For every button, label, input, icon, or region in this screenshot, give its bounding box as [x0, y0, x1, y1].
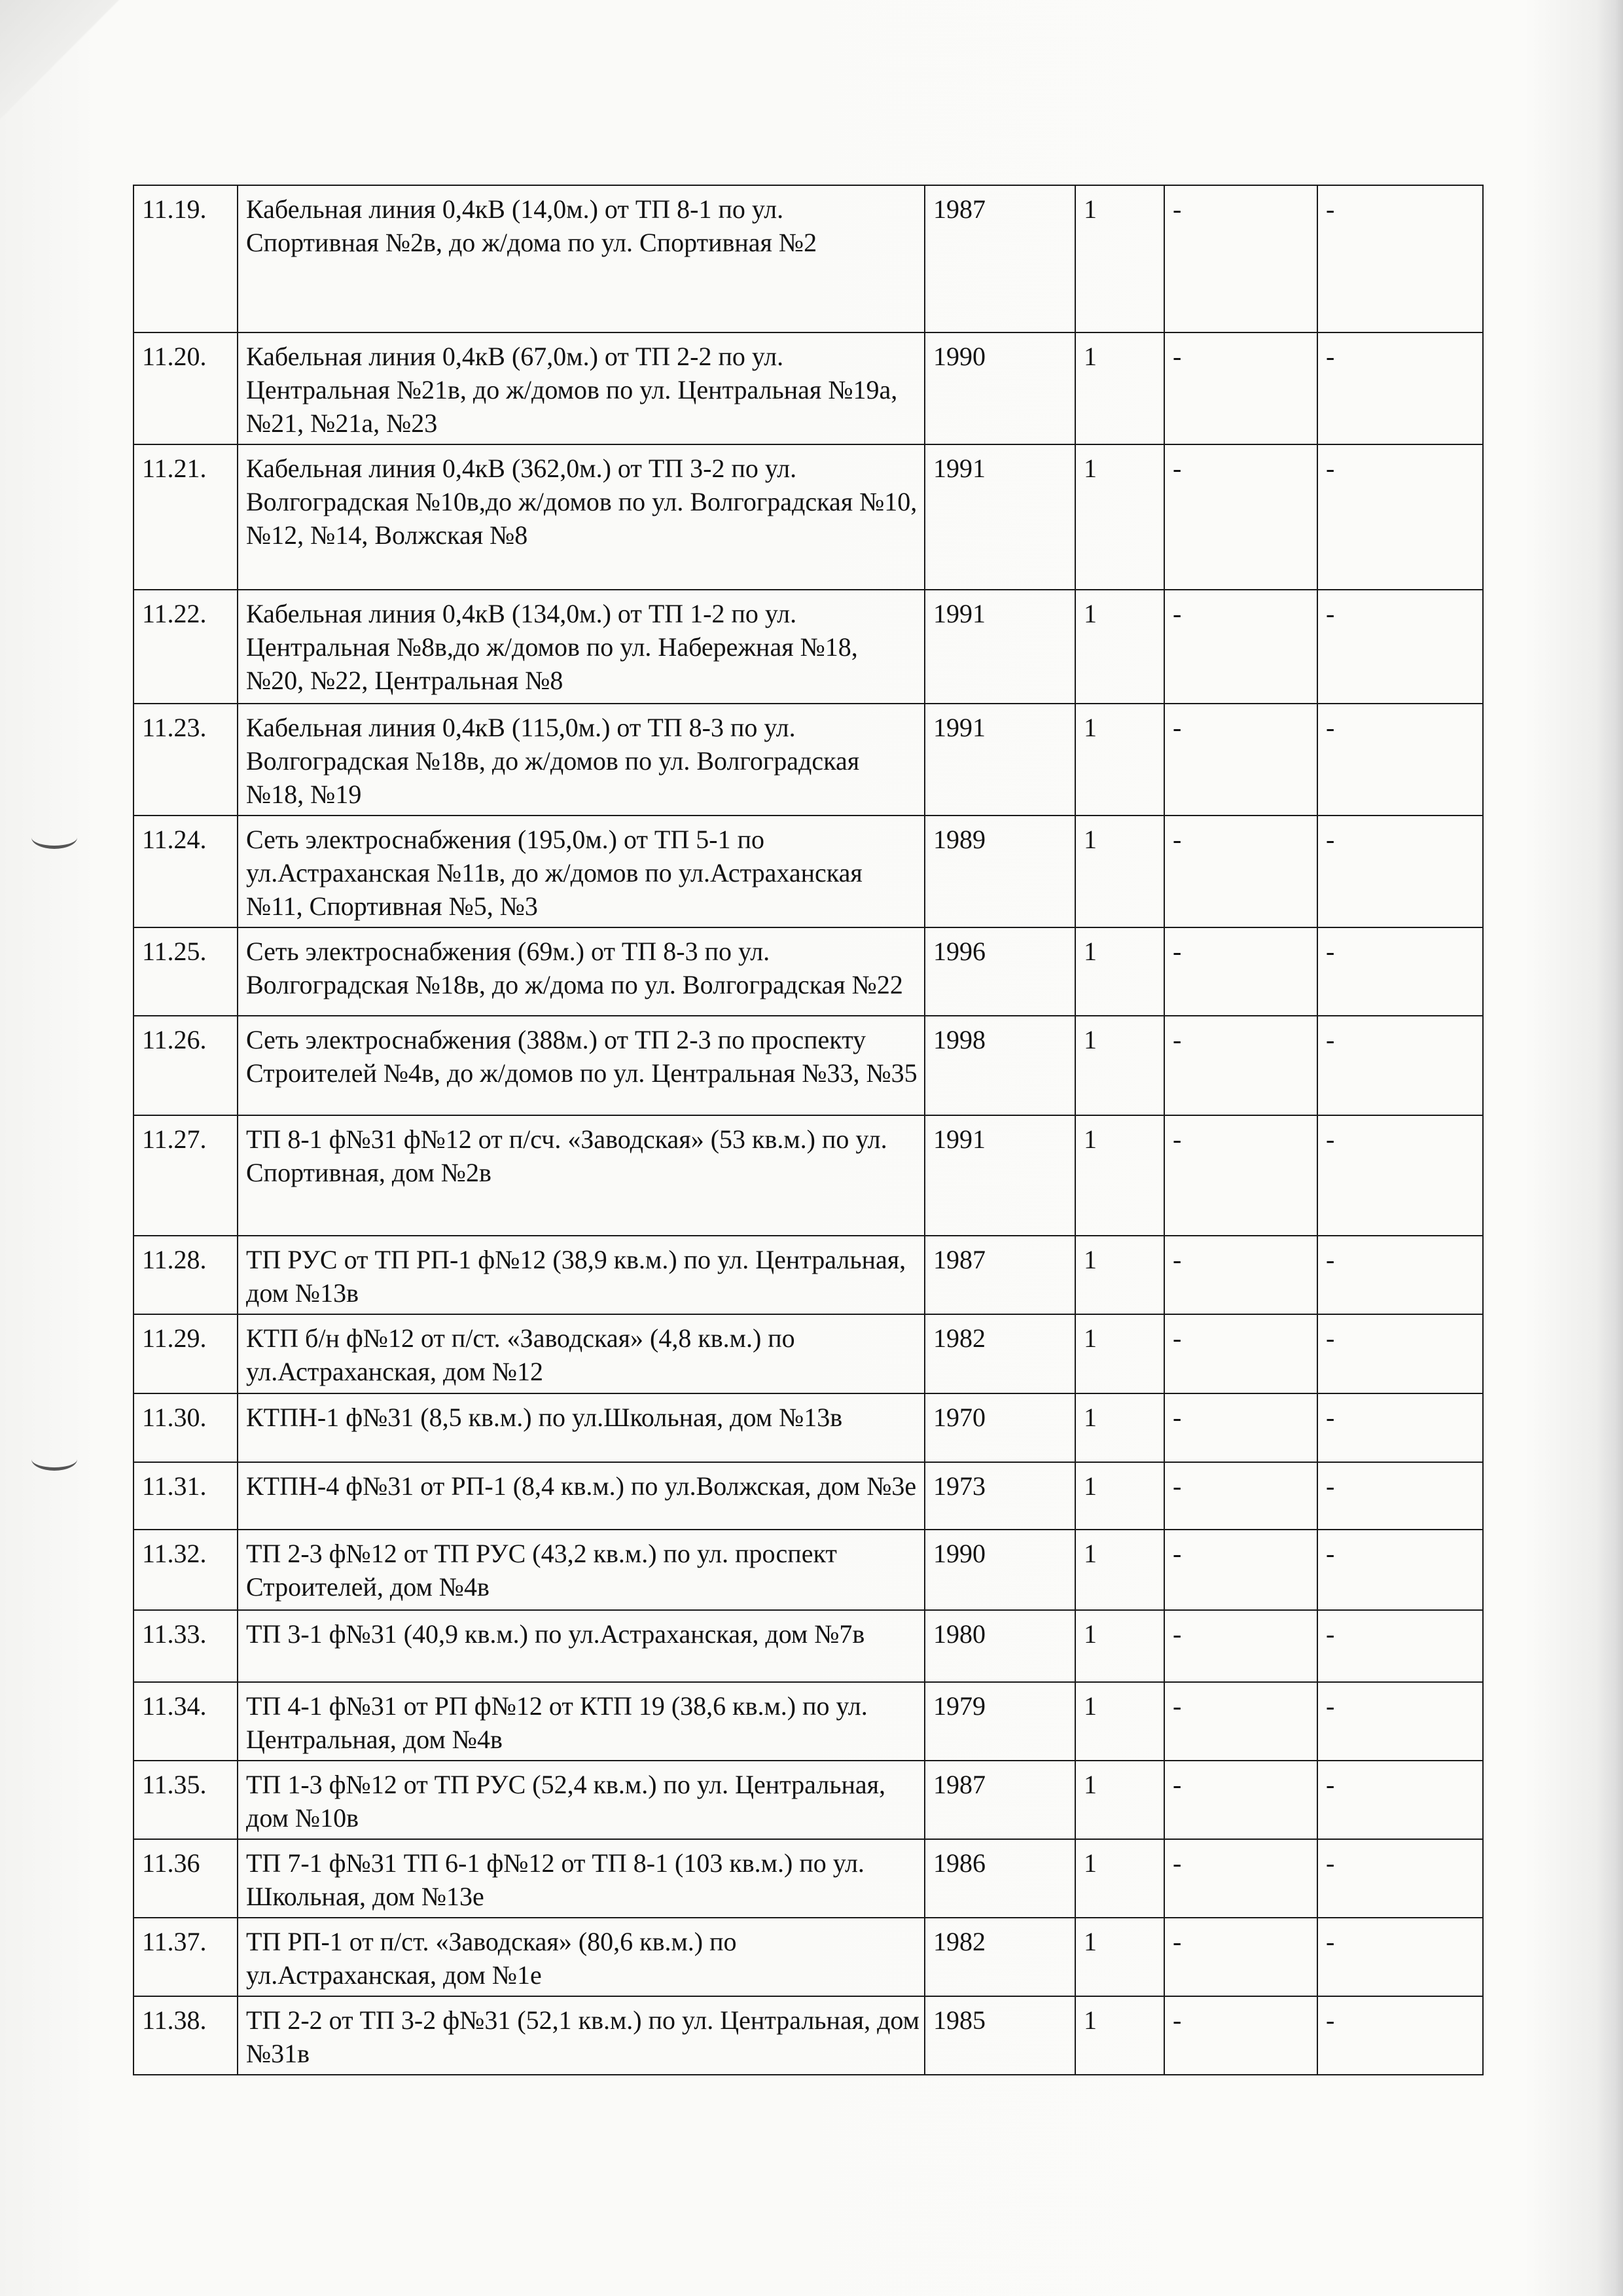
row-number: 11.27.: [134, 1115, 238, 1236]
object-name: КТП б/н ф№12 от п/ст. «Заводская» (4,8 кв.м.) по ул.Астраханская, дом №12: [238, 1314, 925, 1393]
value-cell: -: [1317, 444, 1483, 590]
object-name: ТП 7-1 ф№31 ТП 6-1 ф№12 от ТП 8-1 (103 кв.м.) по ул. Школьная, дом №13е: [238, 1839, 925, 1918]
value-cell: -: [1317, 1016, 1483, 1115]
commission-year: 1989: [925, 816, 1075, 927]
row-number: 11.23.: [134, 704, 238, 816]
value-cell: -: [1317, 1682, 1483, 1761]
commission-year: 1986: [925, 1839, 1075, 1918]
value-cell: -: [1317, 1761, 1483, 1839]
object-name: Кабельная линия 0,4кВ (67,0м.) от ТП 2-2 по ул. Центральная №21в, до ж/домов по ул. Центральная №19а, №21, №21а, №23: [238, 332, 925, 444]
quantity: 1: [1075, 1996, 1164, 2075]
row-number: 11.24.: [134, 816, 238, 927]
registry-table-body: [134, 185, 1483, 2075]
quantity: 1: [1075, 1016, 1164, 1115]
row-number: 11.22.: [134, 590, 238, 704]
object-name: Сеть электроснабжения (195,0м.) от ТП 5-1 по ул.Астраханская №11в, до ж/домов по ул.Астраханская №11, Спортивная №5, №3: [238, 816, 925, 927]
value-cell: -: [1164, 1996, 1317, 2075]
value-cell: -: [1317, 816, 1483, 927]
row-number: 11.37.: [134, 1918, 238, 1996]
row-number: 11.29.: [134, 1314, 238, 1393]
quantity: 1: [1075, 1610, 1164, 1682]
table-row: [134, 444, 1483, 590]
value-cell: -: [1164, 1115, 1317, 1236]
row-number: 11.25.: [134, 927, 238, 1016]
object-name: ТП РП-1 от п/ст. «Заводская» (80,6 кв.м.) по ул.Астраханская, дом №1е: [238, 1918, 925, 1996]
value-cell: -: [1317, 1996, 1483, 2075]
object-name: ТП 8-1 ф№31 ф№12 от п/сч. «Заводская» (53 кв.м.) по ул. Спортивная, дом №2в: [238, 1115, 925, 1236]
quantity: 1: [1075, 1761, 1164, 1839]
punch-hole-mark: [31, 826, 77, 849]
quantity: 1: [1075, 704, 1164, 816]
table-row: [134, 816, 1483, 927]
table-row: [134, 1839, 1483, 1918]
object-name: Сеть электроснабжения (69м.) от ТП 8-3 по ул. Волгоградская №18в, до ж/дома по ул. Волгоградская №22: [238, 927, 925, 1016]
value-cell: -: [1317, 590, 1483, 704]
table-row: [134, 1682, 1483, 1761]
commission-year: 1987: [925, 1761, 1075, 1839]
value-cell: -: [1164, 1236, 1317, 1314]
row-number: 11.19.: [134, 185, 238, 332]
table-row: [134, 704, 1483, 816]
object-name: Кабельная линия 0,4кВ (362,0м.) от ТП 3-2 по ул. Волгоградская №10в,до ж/домов по ул. Волгоградская №10, №12, №14, Волжская №8: [238, 444, 925, 590]
quantity: 1: [1075, 1115, 1164, 1236]
value-cell: -: [1164, 1610, 1317, 1682]
value-cell: -: [1164, 704, 1317, 816]
commission-year: 1985: [925, 1996, 1075, 2075]
value-cell: -: [1317, 927, 1483, 1016]
quantity: 1: [1075, 1839, 1164, 1918]
value-cell: -: [1317, 1236, 1483, 1314]
row-number: 11.30.: [134, 1393, 238, 1462]
table-row: [134, 590, 1483, 704]
table-row: [134, 1610, 1483, 1682]
object-name: КТПН-1 ф№31 (8,5 кв.м.) по ул.Школьная, дом №13в: [238, 1393, 925, 1462]
table-row: [134, 1393, 1483, 1462]
value-cell: -: [1164, 1839, 1317, 1918]
table-row: [134, 1236, 1483, 1314]
value-cell: -: [1164, 185, 1317, 332]
value-cell: -: [1317, 1462, 1483, 1530]
row-number: 11.26.: [134, 1016, 238, 1115]
object-name: Кабельная линия 0,4кВ (14,0м.) от ТП 8-1 по ул. Спортивная №2в, до ж/дома по ул. Спортивная №2: [238, 185, 925, 332]
value-cell: -: [1164, 1918, 1317, 1996]
value-cell: -: [1317, 1314, 1483, 1393]
commission-year: 1987: [925, 185, 1075, 332]
commission-year: 1982: [925, 1918, 1075, 1996]
table-row: [134, 1314, 1483, 1393]
value-cell: -: [1317, 185, 1483, 332]
table-row: [134, 1115, 1483, 1236]
quantity: 1: [1075, 1314, 1164, 1393]
value-cell: -: [1164, 1530, 1317, 1610]
property-registry-table: [133, 185, 1484, 2075]
quantity: 1: [1075, 816, 1164, 927]
quantity: 1: [1075, 927, 1164, 1016]
commission-year: 1982: [925, 1314, 1075, 1393]
commission-year: 1991: [925, 1115, 1075, 1236]
value-cell: -: [1164, 444, 1317, 590]
table-row: [134, 1918, 1483, 1996]
row-number: 11.28.: [134, 1236, 238, 1314]
value-cell: -: [1164, 332, 1317, 444]
value-cell: -: [1164, 927, 1317, 1016]
commission-year: 1973: [925, 1462, 1075, 1530]
object-name: ТП 2-2 от ТП 3-2 ф№31 (52,1 кв.м.) по ул. Центральная, дом №31в: [238, 1996, 925, 2075]
value-cell: -: [1164, 1016, 1317, 1115]
value-cell: -: [1317, 332, 1483, 444]
quantity: 1: [1075, 444, 1164, 590]
commission-year: 1991: [925, 704, 1075, 816]
commission-year: 1990: [925, 1530, 1075, 1610]
table-row: [134, 1016, 1483, 1115]
object-name: Сеть электроснабжения (388м.) от ТП 2-3 по проспекту Строителей №4в, до ж/домов по ул. Центральная №33, №35: [238, 1016, 925, 1115]
row-number: 11.34.: [134, 1682, 238, 1761]
commission-year: 1991: [925, 444, 1075, 590]
value-cell: -: [1164, 1682, 1317, 1761]
quantity: 1: [1075, 590, 1164, 704]
value-cell: -: [1317, 1918, 1483, 1996]
table-row: [134, 1761, 1483, 1839]
value-cell: -: [1164, 1761, 1317, 1839]
value-cell: -: [1317, 704, 1483, 816]
value-cell: -: [1164, 590, 1317, 704]
row-number: 11.21.: [134, 444, 238, 590]
value-cell: -: [1164, 1393, 1317, 1462]
table-row: [134, 1996, 1483, 2075]
commission-year: 1980: [925, 1610, 1075, 1682]
object-name: Кабельная линия 0,4кВ (115,0м.) от ТП 8-3 по ул. Волгоградская №18в, до ж/домов по ул. Волгоградская №18, №19: [238, 704, 925, 816]
table-row: [134, 927, 1483, 1016]
table-row: [134, 1462, 1483, 1530]
commission-year: 1991: [925, 590, 1075, 704]
commission-year: 1970: [925, 1393, 1075, 1462]
object-name: Кабельная линия 0,4кВ (134,0м.) от ТП 1-2 по ул. Центральная №8в,до ж/домов по ул. Набережная №18, №20, №22, Центральная №8: [238, 590, 925, 704]
page-edge-shadow: [1597, 0, 1623, 2296]
object-name: ТП 2-3 ф№12 от ТП РУС (43,2 кв.м.) по ул. проспект Строителей, дом №4в: [238, 1530, 925, 1610]
row-number: 11.33.: [134, 1610, 238, 1682]
object-name: ТП 4-1 ф№31 от РП ф№12 от КТП 19 (38,6 кв.м.) по ул. Центральная, дом №4в: [238, 1682, 925, 1761]
punch-hole-mark: [31, 1448, 77, 1471]
quantity: 1: [1075, 1462, 1164, 1530]
row-number: 11.38.: [134, 1996, 238, 2075]
quantity: 1: [1075, 1530, 1164, 1610]
value-cell: -: [1164, 1314, 1317, 1393]
value-cell: -: [1164, 816, 1317, 927]
quantity: 1: [1075, 1393, 1164, 1462]
value-cell: -: [1164, 1462, 1317, 1530]
object-name: ТП РУС от ТП РП-1 ф№12 (38,9 кв.м.) по ул. Центральная, дом №13в: [238, 1236, 925, 1314]
row-number: 11.20.: [134, 332, 238, 444]
quantity: 1: [1075, 185, 1164, 332]
row-number: 11.35.: [134, 1761, 238, 1839]
table-row: [134, 332, 1483, 444]
value-cell: -: [1317, 1530, 1483, 1610]
quantity: 1: [1075, 1236, 1164, 1314]
object-name: ТП 1-3 ф№12 от ТП РУС (52,4 кв.м.) по ул. Центральная, дом №10в: [238, 1761, 925, 1839]
row-number: 11.32.: [134, 1530, 238, 1610]
commission-year: 1979: [925, 1682, 1075, 1761]
commission-year: 1990: [925, 332, 1075, 444]
table-row: [134, 1530, 1483, 1610]
table-row: [134, 185, 1483, 332]
commission-year: 1996: [925, 927, 1075, 1016]
value-cell: -: [1317, 1115, 1483, 1236]
row-number: 11.31.: [134, 1462, 238, 1530]
object-name: ТП 3-1 ф№31 (40,9 кв.м.) по ул.Астраханская, дом №7в: [238, 1610, 925, 1682]
row-number: 11.36: [134, 1839, 238, 1918]
value-cell: -: [1317, 1839, 1483, 1918]
quantity: 1: [1075, 1682, 1164, 1761]
quantity: 1: [1075, 332, 1164, 444]
value-cell: -: [1317, 1393, 1483, 1462]
commission-year: 1998: [925, 1016, 1075, 1115]
commission-year: 1987: [925, 1236, 1075, 1314]
value-cell: -: [1317, 1610, 1483, 1682]
quantity: 1: [1075, 1918, 1164, 1996]
page-corner-fold: [0, 0, 131, 131]
object-name: КТПН-4 ф№31 от РП-1 (8,4 кв.м.) по ул.Волжская, дом №3е: [238, 1462, 925, 1530]
